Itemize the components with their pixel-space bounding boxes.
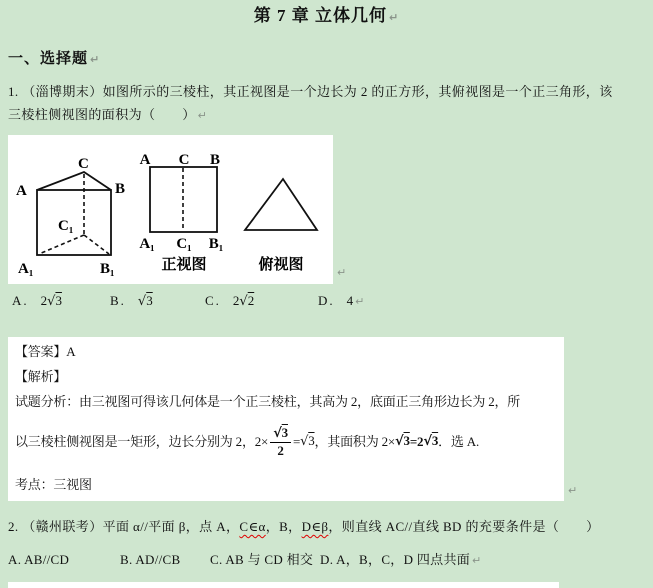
page-title [0, 5, 653, 26]
sqrt-radical: √ 3 [423, 433, 438, 450]
top-view-caption: 俯视图 [258, 257, 304, 273]
q1-choice-D-label: D. [318, 293, 335, 308]
next-answer-box-edge [8, 582, 559, 588]
question2-choices [0, 552, 653, 574]
fraction-denominator: 2 [277, 443, 284, 458]
front-label-C1: C₁ [176, 236, 192, 252]
pilcrow-mark: ↵ [197, 109, 208, 122]
top-view-drawing [245, 179, 317, 230]
fraction [270, 426, 291, 457]
q1-choice-D [318, 293, 364, 309]
question2-mid: ，B， [265, 519, 302, 534]
equals-two: =2 [409, 433, 424, 449]
pilcrow-mark: ↵ [568, 484, 578, 497]
pilcrow-mark: ↵ [337, 266, 347, 279]
front-view-caption: 正视图 [161, 257, 207, 273]
pilcrow-mark: ↵ [90, 53, 101, 66]
analysis-line2-mid: ，其面积为 2× [314, 433, 396, 449]
front-label-A: A [139, 152, 151, 168]
q1-choice-D-value: 4 [346, 293, 354, 308]
q1-choice-C-coeff: 2 [232, 293, 240, 308]
front-label-C: C [178, 152, 190, 168]
q2-choice-D: D. A，B，C，D 四点共面 ↵ [320, 552, 482, 567]
q1-choice-A [12, 293, 62, 310]
three-views-figure [8, 135, 333, 284]
answer-analysis-box [8, 337, 564, 501]
answer-line: 【答案】A [15, 344, 76, 359]
sqrt-radical: √ 3 [300, 433, 314, 450]
front-label-B1: B₁ [208, 236, 224, 252]
q2-choice-B: B. AD//CB [120, 552, 181, 567]
prism-label-C1: C₁ [58, 218, 74, 234]
sqrt-radical: √ 3 [273, 426, 288, 441]
analysis-line2-post: ．选 A. [438, 433, 480, 449]
pilcrow-mark: ↵ [355, 295, 365, 308]
q1-choice-C [205, 293, 254, 310]
equals-sign: = [292, 433, 301, 449]
fraction-numerator [270, 426, 291, 443]
sqrt-radical: √ 3 [47, 293, 62, 310]
q1-choice-B-label: B. [110, 293, 126, 308]
figure-svg [8, 135, 333, 284]
q1-choice-B [110, 293, 153, 310]
sqrt-radical: √ 2 [239, 293, 254, 310]
page-title-text: 第 7 章 立体几何 [253, 6, 388, 25]
prism-label-B: B [115, 181, 126, 197]
question2-line [8, 519, 600, 535]
question1-choices [0, 293, 653, 319]
q2-choice-C: C. AB 与 CD 相交 [210, 552, 314, 567]
exam-point-line: 考点：三视图 [15, 477, 92, 492]
prism-label-A1: A₁ [18, 261, 34, 277]
q1-choice-A-label: A. [12, 293, 29, 308]
q2-choice-A: A. AB//CD [8, 552, 70, 567]
q1-choice-A-coeff: 2 [40, 293, 48, 308]
section-heading-text: 一、选择题 [8, 51, 89, 67]
sqrt-radical: √ 3 [395, 433, 410, 450]
spellcheck-wavy-2: D∈β [301, 519, 329, 534]
front-label-B: B [209, 152, 221, 168]
analysis-line2 [15, 422, 479, 462]
analysis-line2-pre: 以三棱柱侧视图是一矩形，边长分别为 2，2× [15, 433, 269, 449]
pilcrow-mark: ↵ [472, 554, 482, 567]
analysis-line1: 试题分析：由三视图可得该几何体是一个正三棱柱，其高为 2，底面正三角形边长为 2，所 [15, 394, 521, 409]
sqrt-radical: √ 3 [138, 293, 153, 310]
question1-line1: 1. （淄博期末）如图所示的三棱柱，其正视图是一个边长为 2 的正方形，其俯视图是一个正三角形，该 [8, 84, 613, 99]
prism-label-A: A [16, 183, 27, 199]
section-heading [8, 50, 100, 69]
question2-post: ，则直线 AC//直线 BD 的充要条件是（ ） [328, 519, 600, 534]
pilcrow-mark: ↵ [389, 11, 400, 24]
q1-choice-C-label: C. [205, 293, 221, 308]
spellcheck-wavy-1: C∈α [239, 519, 266, 534]
front-label-A1: A₁ [139, 236, 155, 252]
prism-label-B1: B₁ [100, 261, 115, 277]
analysis-heading: 【解析】 [15, 369, 67, 384]
prism-label-C: C [78, 156, 89, 172]
question1-line2-text: 三棱柱侧视图的面积为（ ） [8, 107, 196, 122]
question1-line2 [8, 107, 207, 123]
question2-pre: 2. （赣州联考）平面 α//平面 β，点 A， [8, 519, 240, 534]
prism-drawing [37, 172, 111, 255]
